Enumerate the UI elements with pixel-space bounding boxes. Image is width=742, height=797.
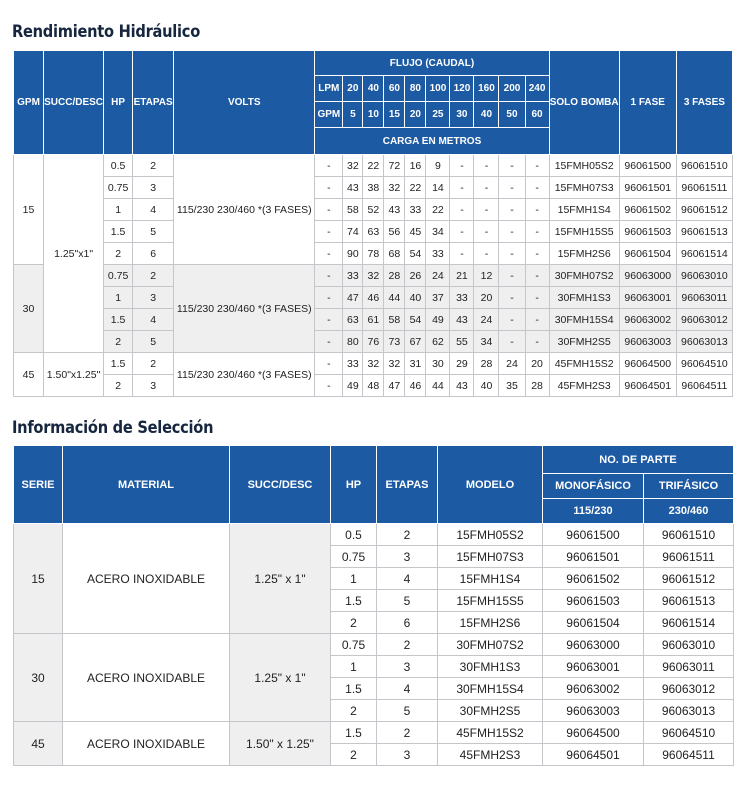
material-cell: ACERO INOXIDABLE xyxy=(63,524,230,634)
etapas-cell: 2 xyxy=(377,722,438,744)
carga-cell: - xyxy=(450,177,474,199)
etapas-cell: 3 xyxy=(377,656,438,678)
carga-cell: 52 xyxy=(363,199,384,221)
monofasico-cell: 96063003 xyxy=(543,700,644,722)
carga-cell: 22 xyxy=(426,199,450,221)
monofasico-cell: 96063000 xyxy=(543,634,644,656)
trifasico-cell: 96061510 xyxy=(644,524,734,546)
carga-cell: 33 xyxy=(405,199,426,221)
monofasico-cell: 96061504 xyxy=(543,612,644,634)
carga-cell: 14 xyxy=(426,177,450,199)
gpm-group-cell: 30 xyxy=(14,265,44,353)
carga-cell: 72 xyxy=(384,155,405,177)
etapas-cell: 4 xyxy=(377,568,438,590)
modelo-cell: 30FMH1S3 xyxy=(438,656,543,678)
fase3-cell: 96063010 xyxy=(676,265,732,287)
modelo-cell: 30FMH2S5 xyxy=(438,700,543,722)
etapas-cell: 5 xyxy=(377,590,438,612)
carga-cell: 76 xyxy=(363,331,384,353)
hp-cell: 1 xyxy=(104,287,133,309)
col-header-etapas: ETAPAS xyxy=(377,446,438,524)
carga-cell: 43 xyxy=(450,375,474,397)
col-header-etapas: ETAPAS xyxy=(133,51,174,155)
fase1-cell: 96064501 xyxy=(619,375,676,397)
carga-cell: 16 xyxy=(405,155,426,177)
material-cell: ACERO INOXIDABLE xyxy=(63,634,230,722)
col-header-hp: HP xyxy=(331,446,377,524)
etapas-cell: 2 xyxy=(133,353,174,375)
hydraulic-title: Rendimiento Hidráulico xyxy=(12,22,201,42)
carga-cell: 54 xyxy=(405,309,426,331)
carga-cell: 33 xyxy=(426,243,450,265)
carga-cell: 34 xyxy=(426,221,450,243)
model-cell: 15FMH15S5 xyxy=(549,221,619,243)
fase1-cell: 96061501 xyxy=(619,177,676,199)
carga-cell: 54 xyxy=(405,243,426,265)
etapas-cell: 4 xyxy=(133,309,174,331)
etapas-cell: 6 xyxy=(377,612,438,634)
carga-cell: 43 xyxy=(450,309,474,331)
carga-cell: - xyxy=(474,155,499,177)
table-row xyxy=(14,199,733,221)
fase1-cell: 96063001 xyxy=(619,287,676,309)
carga-cell: 55 xyxy=(450,331,474,353)
model-cell: 30FMH2S5 xyxy=(549,331,619,353)
carga-cell: - xyxy=(499,331,525,353)
carga-cell: 45 xyxy=(405,221,426,243)
hp-cell: 1.5 xyxy=(331,678,377,700)
etapas-cell: 3 xyxy=(377,744,438,766)
succ-desc-cell: 1.50" x 1.25" xyxy=(230,722,331,766)
carga-cell: - xyxy=(474,221,499,243)
table-row xyxy=(14,331,733,353)
selection-info-table xyxy=(13,445,734,766)
gpm-value: 60 xyxy=(525,102,549,128)
carga-cell: 37 xyxy=(426,287,450,309)
carga-cell: - xyxy=(315,287,343,309)
gpm-value: 25 xyxy=(426,102,450,128)
monofasico-cell: 96061500 xyxy=(543,524,644,546)
carga-cell: 32 xyxy=(384,353,405,375)
carga-cell: - xyxy=(525,155,549,177)
modelo-cell: 45FMH15S2 xyxy=(438,722,543,744)
lpm-value: 200 xyxy=(499,76,525,102)
gpm-group-cell: 15 xyxy=(14,155,44,265)
model-cell: 30FMH15S4 xyxy=(549,309,619,331)
carga-cell: - xyxy=(315,177,343,199)
etapas-cell: 3 xyxy=(133,287,174,309)
fase3-cell: 96061512 xyxy=(676,199,732,221)
carga-cell: - xyxy=(499,199,525,221)
col-header-solo-bomba: SOLO BOMBA xyxy=(549,51,619,155)
lpm-value: 240 xyxy=(525,76,549,102)
etapas-cell: 2 xyxy=(377,634,438,656)
carga-cell: 24 xyxy=(426,265,450,287)
hp-cell: 1.5 xyxy=(331,590,377,612)
carga-cell: 32 xyxy=(343,155,363,177)
modelo-cell: 15FMH07S3 xyxy=(438,546,543,568)
carga-cell: 44 xyxy=(384,287,405,309)
table-row xyxy=(14,309,733,331)
etapas-cell: 3 xyxy=(133,177,174,199)
gpm-group-cell: 45 xyxy=(14,353,44,397)
hp-cell: 0.5 xyxy=(104,155,133,177)
table-row xyxy=(14,221,733,243)
hp-cell: 1.5 xyxy=(104,353,133,375)
model-cell: 15FMH2S6 xyxy=(549,243,619,265)
monofasico-cell: 96063001 xyxy=(543,656,644,678)
carga-cell: 63 xyxy=(343,309,363,331)
carga-cell: 20 xyxy=(525,353,549,375)
selection-title: Información de Selección xyxy=(12,418,214,438)
hp-cell: 2 xyxy=(104,331,133,353)
fase1-cell: 96061503 xyxy=(619,221,676,243)
carga-cell: 34 xyxy=(474,331,499,353)
monofasico-cell: 96061503 xyxy=(543,590,644,612)
model-cell: 30FMH07S2 xyxy=(549,265,619,287)
serie-cell: 30 xyxy=(14,634,63,722)
etapas-cell: 5 xyxy=(133,221,174,243)
carga-cell: 47 xyxy=(384,375,405,397)
monofasico-cell: 96061501 xyxy=(543,546,644,568)
fase3-cell: 96064510 xyxy=(676,353,732,375)
carga-cell: - xyxy=(525,331,549,353)
modelo-cell: 45FMH2S3 xyxy=(438,744,543,766)
hp-cell: 0.75 xyxy=(104,177,133,199)
table-row xyxy=(14,375,733,397)
trifasico-cell: 96063010 xyxy=(644,634,734,656)
carga-cell: - xyxy=(474,243,499,265)
carga-cell: 46 xyxy=(363,287,384,309)
succ-cell: 1.25"x1" xyxy=(44,155,104,353)
fase1-cell: 96061502 xyxy=(619,199,676,221)
carga-cell: 30 xyxy=(426,353,450,375)
carga-cell: - xyxy=(499,287,525,309)
carga-cell: - xyxy=(499,221,525,243)
carga-cell: - xyxy=(315,155,343,177)
carga-cell: 46 xyxy=(405,375,426,397)
material-cell: ACERO INOXIDABLE xyxy=(63,722,230,766)
trifasico-cell: 96064511 xyxy=(644,744,734,766)
monofasico-cell: 96064500 xyxy=(543,722,644,744)
carga-cell: - xyxy=(315,375,343,397)
carga-cell: - xyxy=(525,265,549,287)
modelo-cell: 15FMH2S6 xyxy=(438,612,543,634)
carga-cell: 58 xyxy=(384,309,405,331)
hp-cell: 0.75 xyxy=(104,265,133,287)
fase3-cell: 96063012 xyxy=(676,309,732,331)
carga-cell: - xyxy=(499,309,525,331)
lpm-value: 100 xyxy=(426,76,450,102)
carga-cell: 32 xyxy=(363,265,384,287)
volts-cell: 115/230 230/460 *(3 FASES) xyxy=(174,155,315,265)
etapas-cell: 5 xyxy=(377,700,438,722)
carga-cell: 26 xyxy=(405,265,426,287)
carga-cell: - xyxy=(499,243,525,265)
table-row xyxy=(14,634,734,656)
model-cell: 15FMH1S4 xyxy=(549,199,619,221)
hp-cell: 2 xyxy=(331,744,377,766)
fase3-cell: 96064511 xyxy=(676,375,732,397)
gpm-value: 30 xyxy=(450,102,474,128)
fase1-cell: 96061504 xyxy=(619,243,676,265)
trifasico-cell: 96063011 xyxy=(644,656,734,678)
fase1-cell: 96063002 xyxy=(619,309,676,331)
carga-cell: - xyxy=(450,221,474,243)
carga-cell: 78 xyxy=(363,243,384,265)
gpm-value: 15 xyxy=(384,102,405,128)
table-row xyxy=(14,243,733,265)
etapas-cell: 4 xyxy=(377,678,438,700)
carga-cell: - xyxy=(315,199,343,221)
gpm-value: 20 xyxy=(405,102,426,128)
lpm-value: 80 xyxy=(405,76,426,102)
modelo-cell: 15FMH05S2 xyxy=(438,524,543,546)
carga-cell: 62 xyxy=(426,331,450,353)
hp-cell: 1.5 xyxy=(331,722,377,744)
fase3-cell: 96061513 xyxy=(676,221,732,243)
table-row xyxy=(14,353,733,375)
carga-cell: 48 xyxy=(363,375,384,397)
carga-cell: - xyxy=(525,243,549,265)
carga-cell: 74 xyxy=(343,221,363,243)
carga-cell: 32 xyxy=(363,353,384,375)
etapas-cell: 2 xyxy=(133,265,174,287)
carga-cell: 20 xyxy=(474,287,499,309)
carga-cell: 80 xyxy=(343,331,363,353)
gpm-value: 50 xyxy=(499,102,525,128)
carga-cell: - xyxy=(499,155,525,177)
carga-cell: 40 xyxy=(405,287,426,309)
col-header-succ: SUCC/DESC xyxy=(44,51,104,155)
model-cell: 45FMH2S3 xyxy=(549,375,619,397)
hp-cell: 1 xyxy=(104,199,133,221)
carga-cell: - xyxy=(315,331,343,353)
carga-cell: - xyxy=(525,221,549,243)
trifasico-cell: 96061511 xyxy=(644,546,734,568)
etapas-cell: 3 xyxy=(133,375,174,397)
carga-cell: 38 xyxy=(363,177,384,199)
carga-cell: 73 xyxy=(384,331,405,353)
carga-cell: - xyxy=(450,155,474,177)
hp-cell: 1 xyxy=(331,568,377,590)
fase3-cell: 96061514 xyxy=(676,243,732,265)
fase1-cell: 96063000 xyxy=(619,265,676,287)
carga-cell: - xyxy=(525,177,549,199)
carga-cell: - xyxy=(499,265,525,287)
modelo-cell: 15FMH1S4 xyxy=(438,568,543,590)
carga-cell: 68 xyxy=(384,243,405,265)
col-header-modelo: MODELO xyxy=(438,446,543,524)
carga-cell: 32 xyxy=(384,177,405,199)
etapas-cell: 3 xyxy=(377,546,438,568)
lpm-value: 160 xyxy=(474,76,499,102)
col-header-succ-desc: SUCC/DESC xyxy=(230,446,331,524)
col-header-1-fase: 1 FASE xyxy=(619,51,676,155)
carga-cell: 24 xyxy=(499,353,525,375)
carga-cell: 49 xyxy=(426,309,450,331)
hp-cell: 0.5 xyxy=(331,524,377,546)
fase1-cell: 96061500 xyxy=(619,155,676,177)
col-header-hp: HP xyxy=(104,51,133,155)
hp-cell: 2 xyxy=(104,375,133,397)
gpm-label: GPM xyxy=(315,102,343,128)
carga-cell: 24 xyxy=(474,309,499,331)
fase3-cell: 96061511 xyxy=(676,177,732,199)
carga-cell: 31 xyxy=(405,353,426,375)
carga-cell: 33 xyxy=(343,353,363,375)
fase3-cell: 96063011 xyxy=(676,287,732,309)
col-header-mono-volts: 115/230 xyxy=(543,499,644,524)
carga-cell: 61 xyxy=(363,309,384,331)
col-header-no-de-parte: NO. DE PARTE xyxy=(543,446,734,474)
carga-cell: - xyxy=(450,243,474,265)
succ-desc-cell: 1.25" x 1" xyxy=(230,634,331,722)
volts-cell: 115/230 230/460 *(3 FASES) xyxy=(174,265,315,353)
lpm-value: 120 xyxy=(450,76,474,102)
succ-desc-cell: 1.25" x 1" xyxy=(230,524,331,634)
col-header-flujo: FLUJO (CAUDAL) xyxy=(315,51,549,76)
carga-cell: - xyxy=(525,287,549,309)
carga-cell: 67 xyxy=(405,331,426,353)
modelo-cell: 15FMH15S5 xyxy=(438,590,543,612)
model-cell: 45FMH15S2 xyxy=(549,353,619,375)
col-header-material: MATERIAL xyxy=(63,446,230,524)
etapas-cell: 5 xyxy=(133,331,174,353)
hp-cell: 1.5 xyxy=(104,221,133,243)
gpm-value: 5 xyxy=(343,102,363,128)
col-header-gpm: GPM xyxy=(14,51,44,155)
hp-cell: 2 xyxy=(331,612,377,634)
carga-cell: - xyxy=(315,353,343,375)
carga-cell: 12 xyxy=(474,265,499,287)
etapas-cell: 4 xyxy=(133,199,174,221)
trifasico-cell: 96063012 xyxy=(644,678,734,700)
carga-cell: 21 xyxy=(450,265,474,287)
gpm-value: 10 xyxy=(363,102,384,128)
table-row xyxy=(14,155,733,177)
col-header-serie: SERIE xyxy=(14,446,63,524)
modelo-cell: 30FMH15S4 xyxy=(438,678,543,700)
etapas-cell: 2 xyxy=(377,524,438,546)
fase3-cell: 96063013 xyxy=(676,331,732,353)
modelo-cell: 30FMH07S2 xyxy=(438,634,543,656)
etapas-cell: 6 xyxy=(133,243,174,265)
table-row xyxy=(14,524,734,546)
carga-cell: 9 xyxy=(426,155,450,177)
carga-cell: - xyxy=(315,221,343,243)
etapas-cell: 2 xyxy=(133,155,174,177)
carga-cell: 35 xyxy=(499,375,525,397)
hp-cell: 0.75 xyxy=(331,634,377,656)
col-header-tri-volts: 230/460 xyxy=(644,499,734,524)
trifasico-cell: 96061514 xyxy=(644,612,734,634)
carga-cell: 44 xyxy=(426,375,450,397)
carga-cell: 43 xyxy=(343,177,363,199)
carga-cell: - xyxy=(315,243,343,265)
table-row xyxy=(14,177,733,199)
carga-cell: - xyxy=(450,199,474,221)
carga-cell: 63 xyxy=(363,221,384,243)
carga-cell: 58 xyxy=(343,199,363,221)
hp-cell: 2 xyxy=(104,243,133,265)
carga-cell: - xyxy=(474,177,499,199)
carga-cell: 22 xyxy=(405,177,426,199)
hp-cell: 1 xyxy=(331,656,377,678)
hp-cell: 1.5 xyxy=(104,309,133,331)
volts-cell: 115/230 230/460 *(3 FASES) xyxy=(174,353,315,397)
carga-cell: - xyxy=(525,309,549,331)
succ-cell: 1.50"x1.25" xyxy=(44,353,104,397)
col-header-trifasico: TRIFÁSICO xyxy=(644,474,734,499)
lpm-label: LPM xyxy=(315,76,343,102)
carga-cell: 47 xyxy=(343,287,363,309)
carga-cell: - xyxy=(474,199,499,221)
trifasico-cell: 96061513 xyxy=(644,590,734,612)
trifasico-cell: 96063013 xyxy=(644,700,734,722)
fase3-cell: 96061510 xyxy=(676,155,732,177)
carga-cell: - xyxy=(315,265,343,287)
hp-cell: 2 xyxy=(331,700,377,722)
carga-cell: - xyxy=(499,177,525,199)
monofasico-cell: 96063002 xyxy=(543,678,644,700)
model-cell: 30FMH1S3 xyxy=(549,287,619,309)
trifasico-cell: 96064510 xyxy=(644,722,734,744)
fase1-cell: 96064500 xyxy=(619,353,676,375)
carga-cell: 29 xyxy=(450,353,474,375)
gpm-value: 40 xyxy=(474,102,499,128)
col-header-3-fases: 3 FASES xyxy=(676,51,732,155)
monofasico-cell: 96061502 xyxy=(543,568,644,590)
carga-cell: 33 xyxy=(343,265,363,287)
carga-cell: - xyxy=(315,309,343,331)
col-header-monofasico: MONOFÁSICO xyxy=(543,474,644,499)
model-cell: 15FMH05S2 xyxy=(549,155,619,177)
model-cell: 15FMH07S3 xyxy=(549,177,619,199)
table-row xyxy=(14,265,733,287)
carga-cell: 28 xyxy=(525,375,549,397)
carga-cell: 28 xyxy=(384,265,405,287)
carga-cell: 40 xyxy=(474,375,499,397)
carga-cell: - xyxy=(525,199,549,221)
carga-cell: 49 xyxy=(343,375,363,397)
hp-cell: 0.75 xyxy=(331,546,377,568)
hydraulic-performance-table xyxy=(13,50,733,397)
serie-cell: 45 xyxy=(14,722,63,766)
table-row xyxy=(14,722,734,744)
carga-header: CARGA EN METROS xyxy=(315,128,549,155)
carga-cell: 56 xyxy=(384,221,405,243)
fase1-cell: 96063003 xyxy=(619,331,676,353)
lpm-value: 40 xyxy=(363,76,384,102)
carga-cell: 28 xyxy=(474,353,499,375)
monofasico-cell: 96064501 xyxy=(543,744,644,766)
lpm-value: 20 xyxy=(343,76,363,102)
carga-cell: 22 xyxy=(363,155,384,177)
carga-cell: 90 xyxy=(343,243,363,265)
trifasico-cell: 96061512 xyxy=(644,568,734,590)
carga-cell: 33 xyxy=(450,287,474,309)
serie-cell: 15 xyxy=(14,524,63,634)
col-header-volts: VOLTS xyxy=(174,51,315,155)
lpm-value: 60 xyxy=(384,76,405,102)
table-row xyxy=(14,287,733,309)
carga-cell: 43 xyxy=(384,199,405,221)
